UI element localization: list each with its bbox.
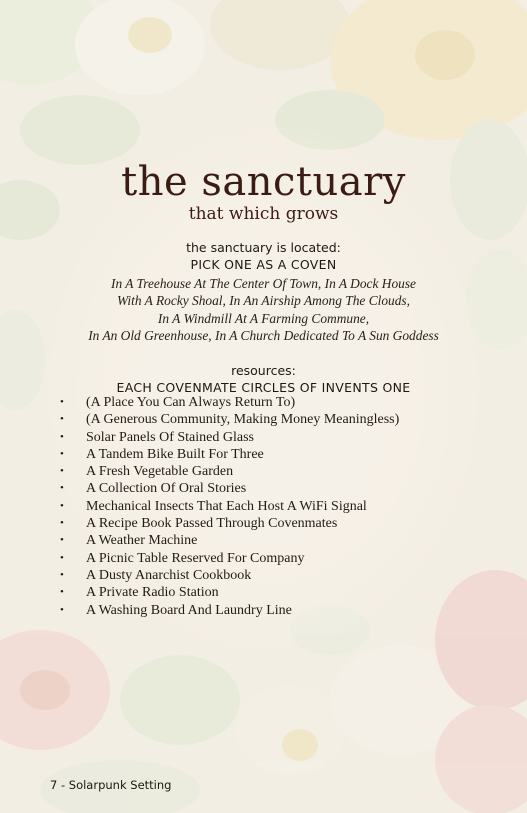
list-item: • A Tandem Bike Built For Three bbox=[60, 446, 399, 463]
list-item: • A Washing Board And Laundry Line bbox=[60, 602, 399, 619]
location-line: In A Windmill At A Farming Commune, bbox=[157, 310, 370, 326]
list-item: • A Picnic Table Reserved For Company bbox=[60, 550, 399, 567]
resources-list bbox=[60, 394, 399, 619]
list-item: • (A Generous Community, Making Money Meaningless) bbox=[60, 411, 399, 428]
location-line: In A Treehouse At The Center Of Town, In A Dock House bbox=[110, 276, 416, 291]
list-item: • A Weather Machine bbox=[60, 532, 399, 549]
list-item: • A Fresh Vegetable Garden bbox=[60, 463, 399, 480]
location-heading: the sanctuary is located: bbox=[186, 240, 341, 255]
list-item: • A Collection Of Oral Stories bbox=[60, 480, 399, 497]
resources-instruction: EACH COVENMATE CIRCLES OF INVENTS ONE bbox=[116, 380, 411, 395]
list-item: • (A Place You Can Always Return To) bbox=[60, 394, 399, 411]
page-title: the sanctuary bbox=[121, 159, 406, 205]
location-options bbox=[0, 275, 527, 344]
location-instruction: PICK ONE AS A COVEN bbox=[190, 257, 337, 272]
list-item: • A Recipe Book Passed Through Covenmates bbox=[60, 515, 399, 532]
location-line: In An Old Greenhouse, In A Church Dedicated To A Sun Goddess bbox=[88, 327, 439, 343]
page-subtitle: that which grows bbox=[188, 204, 339, 224]
list-item: • A Private Radio Station bbox=[60, 584, 399, 601]
page-footer: 7 - Solarpunk Setting bbox=[50, 778, 172, 792]
list-item: • A Dusty Anarchist Cookbook bbox=[60, 567, 399, 584]
list-item: • Solar Panels Of Stained Glass bbox=[60, 429, 399, 446]
location-line: With A Rocky Shoal, In An Airship Among The Clouds, bbox=[117, 293, 410, 309]
list-item: • Mechanical Insects That Each Host A WiFi Signal bbox=[60, 498, 399, 515]
resources-heading: resources: bbox=[231, 363, 296, 378]
